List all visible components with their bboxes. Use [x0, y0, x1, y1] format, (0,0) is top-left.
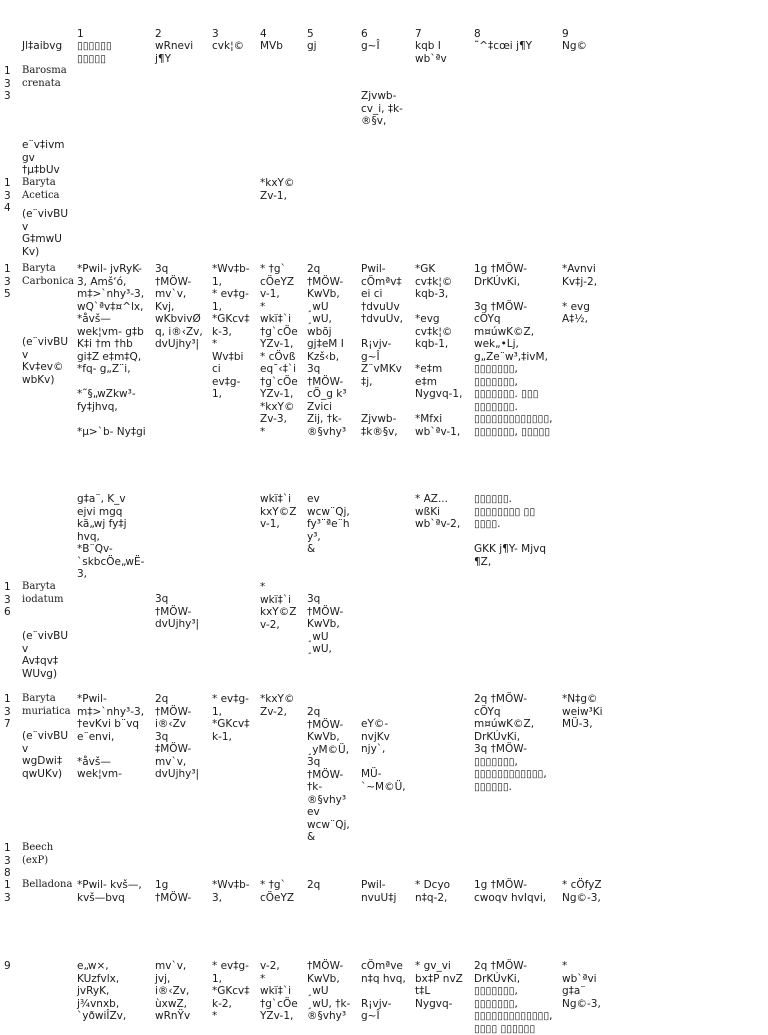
cell-col-3: * ev‡g- 1, *GKcv‡ k-1,: [212, 693, 250, 743]
cell-col-3: *Wv‡b- 3,: [212, 879, 250, 904]
header-name-label: Jl‡aibvg: [22, 40, 63, 52]
cell-col-8: ▯▯▯▯▯▯. ▯▯▯▯▯▯▯▯ ▯▯ ▯▯▯▯. GKK j¶Y- Mjvq ¶Z,: [474, 493, 546, 568]
medicine-name: Beech (exP): [22, 842, 54, 866]
cell-col-9: * cÖfyZ Ng©-3,: [562, 879, 602, 904]
header-col-5-num: 5: [307, 28, 314, 40]
cell-col-2: 2q †MÖW- i®‹Zv 3q ‡MÖW- mv`v, dvUjhy³|: [155, 693, 200, 780]
medicine-name-native: (e¨vivBU v G‡mwU Kv): [22, 208, 69, 258]
row-index: 9: [4, 960, 11, 972]
header-col-7-label: kqb I wb`ªv: [415, 40, 447, 65]
cell-col-2: mv`v, jvj, i®‹Zv, ùxwZ, wRnŸv: [155, 960, 191, 1022]
cell-col-2: 1g †MÖW-: [155, 879, 192, 904]
cell-col-1: *Pwil- m‡>`nhy³-3, †evKvi b¨vq e¨envi, *åvš— wek¦vm-: [77, 693, 145, 780]
cell-col-5: 3q †MÖW- KwVb, ¸wU ¸wU,: [307, 593, 344, 655]
cell-col-7: * gv_vi bx‡P nvZ t‡L Nygvq-: [415, 960, 463, 1010]
row-index: 1 3 6: [4, 581, 11, 618]
cell-col-4: wkï‡`i kxY©Z v-1,: [260, 493, 297, 530]
header-col-5-label: gj: [307, 40, 317, 52]
header-col-4-label: MVb: [260, 40, 283, 52]
cell-col-5: 2q †MÖW- KwVb, ¸wU ¸wU, wbõj gj‡eM I Kzš‹b, 3q †MÖW- cÖ_g k³ Zvici Zij, †k- ®§vhy³: [307, 263, 347, 438]
header-col-4-num: 4: [260, 28, 267, 40]
header-col-3-num: 3: [212, 28, 219, 40]
cell-col-4: * wkï‡`i kxY©Z v-2,: [260, 581, 297, 631]
cell-col-7: * AZ... wßKi wb`ªv-2,: [415, 493, 461, 530]
header-col-6-label: g~Î: [361, 40, 380, 52]
medicine-name: Baryta muriatica: [22, 693, 71, 717]
cell-col-4: * †g` cÖeYZ: [260, 879, 295, 904]
medicine-name: Baryta Acetica: [22, 177, 60, 201]
medicine-name: Baryta iodatum: [22, 581, 64, 605]
medicine-name: Baryta Carbonica: [22, 263, 75, 287]
cell-col-4: *kxY© Zv-1,: [260, 177, 295, 202]
cell-col-5: 2q: [307, 879, 321, 891]
cell-col-9: *Avnvi Kv‡j-2, * evg A‡½,: [562, 263, 598, 325]
cell-col-6: eY©- nvjKv njy`, MÜ- `~M©Ü,: [361, 718, 406, 793]
cell-col-6: Zjvwb- cv_i, ‡k- ®§v,: [361, 90, 403, 127]
cell-col-7: *GK cv‡k¦© kqb-3, *evg cv‡k¦© kqb-1, *e‡m e‡m Nygvq-1, *Mfxi wb`ªv-1,: [415, 263, 463, 438]
header-col-1-label: ▯▯▯▯▯▯ ▯▯▯▯▯: [77, 40, 112, 65]
cell-col-6: Pwil- cÖmªv‡ ei ci †dvuUv †dvuUv, R¡vjv- g~Î Z¨vMKv ‡j, Zjvwb- ‡k®§v,: [361, 263, 404, 438]
header-col-9-num: 9: [562, 28, 569, 40]
cell-col-5: †MÖW- KwVb, ¸wU ¸wU, †k- ®§vhy³: [307, 960, 351, 1022]
medicine-name: Belladona: [22, 879, 73, 890]
row-index: 1 3: [4, 879, 11, 904]
cell-col-7: * Dcyo n‡q-2,: [415, 879, 451, 904]
row-index: 1 3 3: [4, 65, 11, 102]
cell-col-3: *Wv‡b- 1, * ev‡g- 1, *GKcv‡ k-3, * Wv‡bi ci ev‡g- 1,: [212, 263, 250, 400]
header-col-8-label: ˜^‡cœi j¶Y: [474, 40, 533, 52]
cell-col-8: 2q †MÖW- cÖYq m¤úwK©Z, DrKÚvKi, 3q †MÖW- ▯▯▯▯▯▯▯, ▯▯▯▯▯▯▯▯▯▯▯▯, ▯▯▯▯▯▯.: [474, 693, 547, 793]
cell-col-6: cÖmªve n‡q hvq, R¡vjv- g~Î: [361, 960, 406, 1022]
row-index: 1 3 7: [4, 693, 11, 730]
header-col-2-num: 2: [155, 28, 162, 40]
medicine-name-native: e¨v‡ivm gv †µ‡bUv: [22, 139, 65, 176]
header-col-9-label: Ng©: [562, 40, 588, 52]
header-col-8-num: 8: [474, 28, 481, 40]
cell-col-1: g‡a¨, K_v ejvi mgq kã„wj fy‡j hvq, *B¨Qv- `skbcÖe„wË- 3,: [77, 493, 145, 580]
cell-col-8: 1g †MÖW- DrKÚvKi, 3q †MÖW- cÖYq m¤úwK©Z, wek„•Lj, g„Ze¨w³,‡ivM, ▯▯▯▯▯▯▯, ▯▯▯▯▯▯▯, ▯▯▯▯▯▯▯. ▯▯▯ ▯▯▯▯▯▯▯. ▯▯▯▯▯▯▯▯▯▯▯▯▯, ▯▯▯▯▯▯▯, ▯▯▯▯▯: [474, 263, 553, 438]
cell-col-1: e„w×, KUzfvlx, jvRyK, j¾vnxb, `yðwiÎZv,: [77, 960, 127, 1022]
cell-col-1: *Pwil- jvRyK- 3, Amš‘ó, m‡>`nhy³-3, wQ`ªv‡¤^lx, *åvš— wek¦vm- g‡b K‡i †m †hb gi‡Z e‡m‡Q, *fq- g„Z¨i, *˜§„wZkw³- fy‡jhvq, *µ>`b- Ny‡gi: [77, 263, 146, 438]
row-index: 1 3 4: [4, 177, 11, 214]
cell-col-6: Pwil- nvuU‡j: [361, 879, 397, 904]
cell-col-8: 1g †MÖW- cwoqv hvIqvi,: [474, 879, 547, 904]
cell-col-9: * wb`ªvi g‡a¨ Ng©-3,: [562, 960, 601, 1010]
medicine-name-native: (e¨vivBU v Av‡qv‡ WUvg): [22, 630, 69, 680]
medicine-name: Barosma crenata: [22, 65, 67, 89]
cell-col-2: 3q †MÖW- dvUjhy³|: [155, 593, 200, 630]
cell-col-5: 2q †MÖW- KwVb, ¸yM©Ü, 3q †MÖW- †k- ®§vhy³ ev wcw¨Qj, &: [307, 706, 350, 843]
header-col-6-num: 6: [361, 28, 368, 40]
cell-col-9: *N‡g© weiw³Ki MÜ-3,: [562, 693, 603, 730]
row-index: 1 3 5: [4, 263, 11, 300]
cell-col-3: * ev‡g- 1, *GKcv‡ k-2, *: [212, 960, 250, 1022]
medicine-name-native: (e¨vivBU v wgDwi‡ qwUKv): [22, 730, 69, 780]
cell-col-8: 2q †MÖW- DrKÚvKi, ▯▯▯▯▯▯▯, ▯▯▯▯▯▯▯, ▯▯▯▯▯▯▯▯▯▯▯▯▯, ▯▯▯▯ ▯▯▯▯▯▯: [474, 960, 553, 1035]
cell-col-4: v-2, * wkï‡`i †g`cÖe YZv-1,: [260, 960, 298, 1022]
row-index: 1 3 8: [4, 842, 11, 879]
header-col-7-num: 7: [415, 28, 422, 40]
medicine-name-native: (e¨vivBU v Kv‡ev© wbKv): [22, 336, 69, 386]
cell-col-4: *kxY© Zv-2,: [260, 693, 295, 718]
cell-col-5: ev wcw¨Qj, fy³¨ªe¨h y³, &: [307, 493, 350, 555]
cell-col-4: * †g` cÖeYZ v-1, * wkï‡`i †g`cÖe YZv-1, * cÖvß eq¯‹‡`i †g`cÖe YZv-1, *kxY© Zv-3, *: [260, 263, 298, 438]
header-col-2-label: wRnevi j¶Y: [155, 40, 194, 65]
header-col-1-num: 1: [77, 28, 84, 40]
cell-col-2: 3q †MÖW- mv`v, Kvj, wKbvivØ q, i®‹Zv, dvUjhy³|: [155, 263, 203, 350]
cell-col-1: *Pwil- kvš—, kvš—bvq: [77, 879, 142, 904]
header-col-3-label: cvk¦©: [212, 40, 245, 52]
